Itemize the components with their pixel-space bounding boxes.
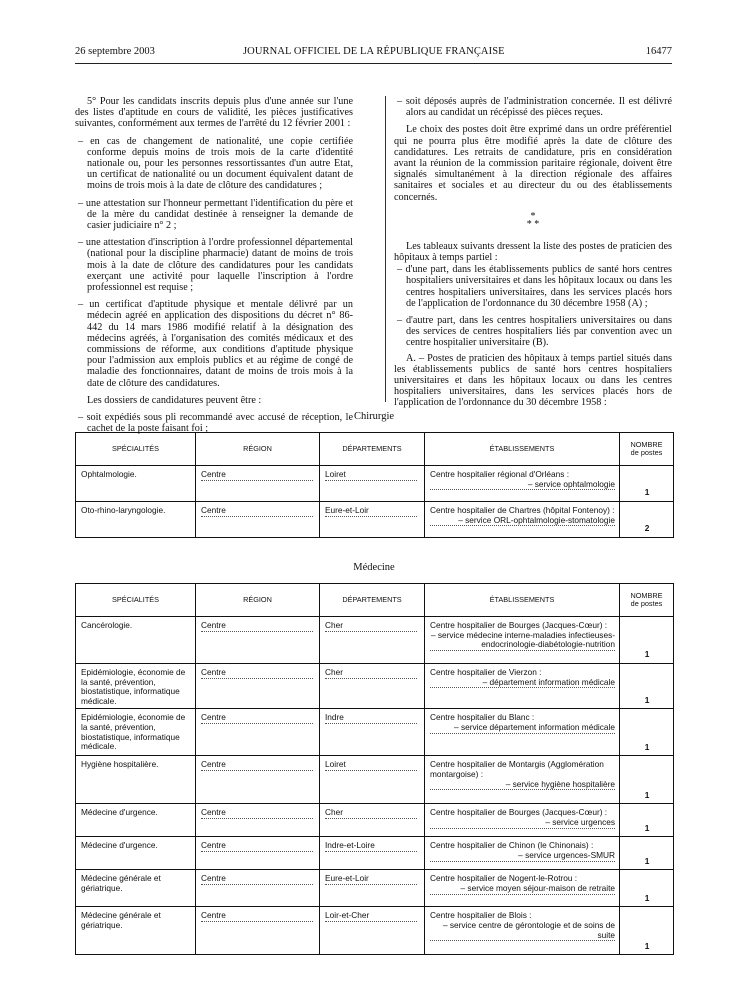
departement-cell-text: Indre	[325, 713, 417, 724]
region-cell-text: Centre	[201, 760, 313, 771]
nombre-cell-text: 1	[644, 649, 650, 660]
departement-cell	[320, 617, 425, 664]
nombre-cell	[620, 709, 674, 756]
etablissement-name: Centre hospitalier de Bourges (Jacques-Cœur) :	[430, 620, 608, 630]
departement-cell-text: Cher	[325, 808, 417, 819]
table-row	[76, 502, 674, 538]
nombre-cell-text: 1	[644, 940, 650, 951]
tables-intro: Les tableaux suivants dressent la liste des postes de praticien des hôpitaux à temps partiel :	[394, 240, 672, 264]
list-item: – une attestation d'inscription à l'ordre professionnel départemental (national pour la discipline pharmacie) datant de moins de trois mois à la date de clôture des candidatures pour les candidats exerçant une activité pour laquelle l'inscription à l'ordre professionnel est requise ;	[78, 237, 353, 294]
specialite-cell-text: Médecine d'urgence.	[81, 840, 158, 851]
list-item: – un certificat d'aptitude physique et mentale délivré par un médecin agréé en application des dispositions du décret n° 86-442 du 14 mars 1986 modifié relatif à la désignation des médecins agréés, à l'organisation des comités médicaux et des commissions de réforme, aux conditions d'aptitude physique pour l'admission aux emplois publics et au régime de congé de maladie des fonctionnaires, datant de moins de trois mois à la date de clôture des candidatures.	[78, 299, 353, 389]
region-cell	[196, 870, 320, 907]
table-row	[76, 617, 674, 664]
specialite-cell-text: Hygiène hospitalière.	[81, 759, 159, 770]
region-cell	[196, 617, 320, 664]
chirurgie-body	[76, 466, 674, 538]
page-number: 16477	[645, 46, 672, 57]
region-cell	[196, 709, 320, 756]
departement-cell-text: Eure-et-Loir	[325, 506, 417, 517]
medecine-title: Médecine	[353, 562, 395, 573]
etablissement-cell	[425, 907, 620, 955]
col-header-departements: DÉPARTEMENTS	[320, 584, 425, 617]
region-cell-text: Centre	[201, 668, 313, 679]
etablissement-cell	[425, 804, 620, 837]
postes-label: de postes	[630, 448, 663, 457]
etablissement-cell	[425, 466, 620, 502]
nombre-cell	[620, 837, 674, 870]
nombre-label: NOMBRE	[630, 591, 663, 600]
etablissement-name: Centre hospitalier de Vierzon :	[430, 667, 542, 677]
etablissement-name: Centre hospitalier de Montargis (Agglomération montargoise) :	[430, 759, 604, 779]
etablissement-cell	[425, 709, 620, 756]
etablissement-name: Centre hospitalier régional d'Orléans :	[430, 469, 570, 479]
page-header	[75, 46, 672, 60]
service-name: – service hygiène hospitalière	[430, 780, 615, 791]
service-name: – service urgences-SMUR	[430, 851, 615, 862]
departement-cell-text: Cher	[325, 668, 417, 679]
etablissement-cell	[425, 502, 620, 538]
col-header-region: RÉGION	[196, 584, 320, 617]
service-name: – service urgences	[430, 818, 615, 829]
nombre-cell	[620, 466, 674, 502]
specialite-cell-text: Médecine générale et gériatrique.	[81, 910, 161, 930]
nombre-cell	[620, 804, 674, 837]
issue-date: 26 septembre 2003	[75, 46, 155, 57]
chirurgie-title: Chirurgie	[353, 411, 395, 422]
specialite-cell-text: Médecine d'urgence.	[81, 807, 158, 818]
nombre-label: NOMBRE	[630, 440, 663, 449]
separator-stars: * *	[526, 218, 540, 230]
departement-cell	[320, 466, 425, 502]
service-name: – service ORL-ophtalmologie-stomatologie	[430, 516, 615, 527]
nombre-cell	[620, 907, 674, 955]
specialite-cell-text: Ophtalmologie.	[81, 469, 137, 479]
region-cell	[196, 804, 320, 837]
nombre-cell	[620, 664, 674, 709]
specialite-cell	[76, 837, 196, 870]
region-cell-text: Centre	[201, 506, 313, 517]
nombre-cell	[620, 756, 674, 804]
region-cell	[196, 502, 320, 538]
departement-cell	[320, 664, 425, 709]
departement-cell	[320, 709, 425, 756]
col-header-region: RÉGION	[196, 433, 320, 466]
nombre-cell-text: 1	[644, 855, 650, 866]
specialite-cell	[76, 502, 196, 538]
nombre-cell	[620, 502, 674, 538]
etablissement-name: Centre hospitalier de Blois :	[430, 910, 532, 921]
etablissement-cell	[425, 756, 620, 804]
region-cell-text: Centre	[201, 470, 313, 481]
departement-cell	[320, 870, 425, 907]
specialite-cell	[76, 756, 196, 804]
region-cell	[196, 837, 320, 870]
departement-cell	[320, 756, 425, 804]
col-header-nombre	[620, 584, 674, 617]
region-cell-text: Centre	[201, 874, 313, 885]
list-item: – soit déposés auprès de l'administration concernée. Il est délivré alors au candidat un récépissé des pièces reçues.	[397, 96, 672, 119]
departement-cell-text: Cher	[325, 621, 417, 632]
specialite-cell	[76, 664, 196, 709]
etablissement-name: Centre hospitalier de Nogent-le-Rotrou :	[430, 873, 578, 884]
service-name: – service moyen séjour-maison de retraite	[430, 884, 615, 895]
specialite-cell	[76, 617, 196, 664]
list-item: – soit expédiés sous pli recommandé avec accusé de réception, le cachet de la poste faisant foi ;	[78, 412, 353, 435]
specialite-cell-text: Oto-rhino-laryngologie.	[81, 505, 166, 515]
chirurgie-table	[75, 432, 674, 538]
etablissement-name: Centre hospitalier de Chartres (hôpital Fontenoy) :	[430, 505, 615, 515]
service-name: – service médecine interne-maladies infectieuses-endocrinologie-diabétologie-nutrition	[430, 629, 615, 650]
etablissement-cell	[425, 870, 620, 907]
table-row	[76, 837, 674, 870]
table-row	[76, 756, 674, 804]
nombre-cell	[620, 870, 674, 907]
list-item: – en cas de changement de nationalité, une copie certifiée conforme depuis moins de trois mois de la carte d'identité nationale ou, pour les personnes ressortissantes d'un autre Etat, un certificat de nationalité ou un document équivalent datant de moins de trois mois à la date de clôture des candidatures ;	[78, 135, 353, 192]
region-cell	[196, 466, 320, 502]
etablissement-name: Centre hospitalier de Bourges (Jacques-Cœur) :	[430, 807, 608, 818]
departement-cell	[320, 907, 425, 955]
table-header-row	[76, 584, 674, 617]
etablissement-cell	[425, 664, 620, 709]
etablissement-cell	[425, 617, 620, 664]
col-header-departements: DÉPARTEMENTS	[320, 433, 425, 466]
dossiers-paragraph: Les dossiers de candidatures peuvent être :	[87, 394, 262, 406]
service-name: – service ophtalmologie	[430, 480, 615, 491]
specialite-cell	[76, 709, 196, 756]
region-cell	[196, 756, 320, 804]
region-cell	[196, 664, 320, 709]
list-item: – d'autre part, dans les centres hospitaliers universitaires ou dans des services de centres hospitaliers liés par convention avec un centre hospitalier universitaire (B).	[397, 315, 672, 349]
service-name: – service département information médicale	[430, 723, 615, 734]
separator-star: *	[530, 210, 536, 222]
choice-paragraph: Le choix des postes doit être exprimé dans un ordre préférentiel qui ne pourra plus être modifié après la date de clôture des candidatures. Les retraits de candidature, pris en considération avant la réunion de la commission paritaire régionale, doivent être signalés simultanément à la direction régionale des affaires sanitaires et sociales et au directeur du ou des établissements concernés.	[394, 124, 672, 203]
col-header-etablissements: ÉTABLISSEMENTS	[425, 584, 620, 617]
nombre-cell-text: 1	[644, 741, 650, 752]
specialite-cell-text: Epidémiologie, économie de la santé, prévention, biostatistique, informatique médicale.	[81, 712, 186, 752]
etablissement-name: Centre hospitalier du Blanc :	[430, 712, 535, 723]
nombre-cell-text: 1	[644, 892, 650, 903]
departement-cell-text: Loir-et-Cher	[325, 911, 417, 922]
departement-cell-text: Loiret	[325, 470, 417, 481]
left-text-column	[75, 96, 353, 440]
table-row	[76, 664, 674, 709]
table-row	[76, 466, 674, 502]
nombre-cell-text: 1	[644, 694, 650, 705]
col-header-etablissements: ÉTABLISSEMENTS	[425, 433, 620, 466]
header-rule	[75, 63, 672, 64]
region-cell	[196, 907, 320, 955]
specialite-cell-text: Epidémiologie, économie de la santé, prévention, biostatistique, informatique médicale.	[81, 667, 186, 706]
specialite-cell	[76, 907, 196, 955]
table-header-row	[76, 433, 674, 466]
departement-cell-text: Loiret	[325, 760, 417, 771]
specialite-cell-text: Médecine générale et gériatrique.	[81, 873, 161, 893]
table-row	[76, 709, 674, 756]
col-header-specialites: SPÉCIALITÉS	[76, 433, 196, 466]
column-divider	[385, 96, 386, 402]
nombre-cell	[620, 617, 674, 664]
list-item: – d'une part, dans les établissements publics de santé hors centres hospitaliers universitaires et dans les hôpitaux locaux ou dans les centres hospitaliers universitaires, dans les services placés hors de l'application de l'ordonnance du 30 décembre 1958 (A) ;	[397, 264, 672, 309]
specialite-cell-text: Cancérologie.	[81, 620, 133, 630]
table-row	[76, 870, 674, 907]
table-row	[76, 804, 674, 837]
region-cell-text: Centre	[201, 911, 313, 922]
etablissement-name: Centre hospitalier de Chinon (le Chinonais) :	[430, 840, 594, 851]
region-cell-text: Centre	[201, 841, 313, 852]
medecine-body	[76, 617, 674, 955]
section-a-paragraph: A. – Postes de praticien des hôpitaux à temps partiel situés dans les établissements publics de santé hors centres hospitaliers universitaires et dans les hôpitaux locaux ou dans les centres hospitaliers universitaires, dans les services placés hors de l'application de l'ordonnance du 30 décembre 1958 :	[394, 352, 672, 409]
journal-title: JOURNAL OFFICIEL DE LA RÉPUBLIQUE FRANÇAISE	[243, 46, 505, 57]
nombre-cell-text: 1	[644, 487, 650, 498]
region-cell-text: Centre	[201, 713, 313, 724]
table-row	[76, 907, 674, 955]
departement-cell-text: Eure-et-Loir	[325, 874, 417, 885]
specialite-cell	[76, 804, 196, 837]
departement-cell	[320, 502, 425, 538]
departement-cell	[320, 804, 425, 837]
region-cell-text: Centre	[201, 621, 313, 632]
nombre-cell-text: 1	[644, 822, 650, 833]
etablissement-cell	[425, 837, 620, 870]
intro-paragraph: 5° Pour les candidats inscrits depuis plus d'une année sur l'une des listes d'aptitude en cours de validité, les pièces justificatives suivantes, conformément aux termes de l'arrêté du 12 février 2001 :	[75, 96, 353, 130]
right-text-column	[394, 96, 672, 415]
departement-cell	[320, 837, 425, 870]
service-name: – service centre de gérontologie et de soins de suite	[430, 921, 615, 941]
specialite-cell	[76, 870, 196, 907]
nombre-cell-text: 1	[644, 789, 650, 800]
region-cell-text: Centre	[201, 808, 313, 819]
list-item: – une attestation sur l'honneur permettant l'identification du père et de la mère du candidat destinée à renseigner la demande de casier judiciaire n° 2 ;	[78, 197, 353, 232]
nombre-cell-text: 2	[644, 523, 650, 534]
col-header-specialites: SPÉCIALITÉS	[76, 584, 196, 617]
service-name: – département information médicale	[430, 678, 615, 689]
section-separator	[394, 210, 672, 230]
specialite-cell	[76, 466, 196, 502]
departement-cell-text: Indre-et-Loire	[325, 841, 417, 852]
postes-label: de postes	[630, 599, 663, 608]
col-header-nombre	[620, 433, 674, 466]
medecine-table	[75, 583, 674, 955]
